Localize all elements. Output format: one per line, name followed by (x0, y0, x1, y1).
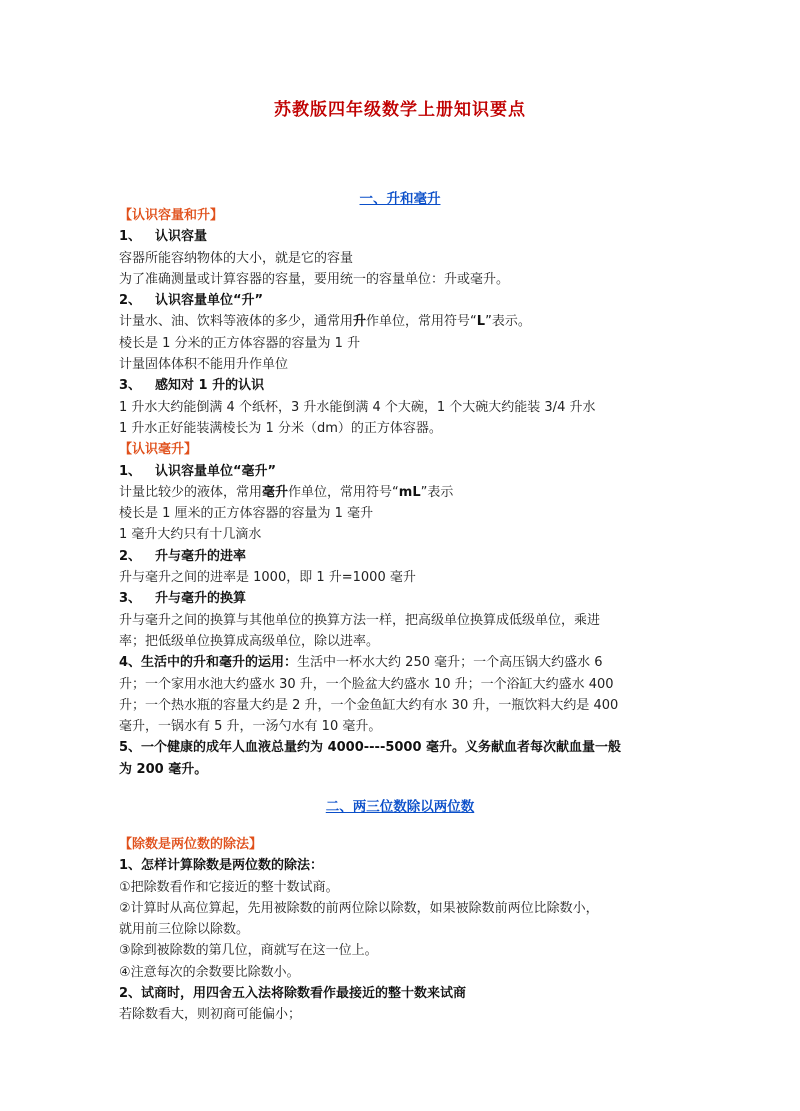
text-line: 率；把低级单位换算成高级单位，除以进率。 (119, 633, 380, 649)
item-heading: 2、 认识容量单位“升” (119, 293, 264, 309)
subsection-label: 【认识毫升】 (119, 442, 198, 458)
text-line: 计量固体体积不能用升作单位 (119, 357, 289, 373)
text-line: 4、生活中的升和毫升的运用：生活中一杯水大约 250 毫升；一个高压锅大约盛水 6 (119, 655, 603, 671)
section-heading-1: 一、升和毫升 (359, 191, 441, 207)
text-line: 容器所能容纳物体的大小，就是它的容量 (119, 250, 354, 266)
item-heading: 1、 认识容量 (119, 229, 208, 245)
text-line: 就用前三位除以除数。 (119, 922, 250, 938)
text-line: 毫升，一锅水有 5 升，一汤勺水有 10 毫升。 (119, 719, 382, 735)
text-line: 升；一个家用水池大约盛水 30 升，一个脸盆大约盛水 10 升；一个浴缸大约盛水 400 (119, 676, 614, 692)
section-1-body (119, 205, 681, 780)
text-line: ②计算时从高位算起，先用被除数的前两位除以除数，如果被除数前两位比除数小， (119, 900, 599, 916)
section-2-body (119, 834, 681, 1026)
text-line: 升与毫升之间的换算与其他单位的换算方法一样，把高级单位换算成低级单位，乘进 (119, 612, 601, 628)
text-line: 1 升水正好能装满棱长为 1 分米（dm）的正方体容器。 (119, 420, 442, 436)
text-line: 为了准确测量或计算容器的容量，要用统一的容量单位：升或毫升。 (119, 271, 510, 287)
text-line: ④注意每次的余数要比除数小。 (119, 964, 300, 980)
text-line: ③除到被除数的第几位，商就写在这一位上。 (119, 943, 378, 959)
text-line: 棱长是 1 厘米的正方体容器的容量为 1 毫升 (119, 506, 374, 522)
item-heading: 1、 认识容量单位“毫升” (119, 463, 277, 479)
section-heading-2: 二、两三位数除以两位数 (325, 799, 475, 815)
text-line: 5、一个健康的成年人血液总量约为 4000----5000 毫升。义务献血者每次献血量一般 (119, 740, 622, 756)
text-line: ①把除数看作和它接近的整十数试商。 (119, 879, 339, 895)
item-heading: 2、试商时，用四舍五入法将除数看作最接近的整十数来试商 (119, 986, 467, 1002)
text-line: 计量水、油、饮料等液体的多少，通常用升作单位，常用符号“L”表示。 (119, 314, 531, 330)
item-heading: 3、 感知对 1 升的认识 (119, 378, 265, 394)
text-line: 升与毫升之间的进率是 1000，即 1 升=1000 毫升 (119, 570, 416, 586)
item-heading: 2、 升与毫升的进率 (119, 548, 247, 564)
text-line: 计量比较少的液体，常用毫升作单位，常用符号“mL”表示 (119, 484, 454, 500)
text-line: 若除数看大，则初商可能偏小； (119, 1007, 302, 1023)
text-line: 升；一个热水瓶的容量大约是 2 升，一个金鱼缸大约有水 30 升，一瓶饮料大约是 400 (119, 697, 619, 713)
text-line: 为 200 毫升。 (119, 761, 208, 777)
item-heading: 3、 升与毫升的换算 (119, 591, 247, 607)
subsection-label: 【除数是两位数的除法】 (119, 837, 263, 852)
text-line: 1 毫升大约只有十几滴水 (119, 527, 262, 543)
text-line: 棱长是 1 分米的正方体容器的容量为 1 升 (119, 335, 361, 351)
item-heading: 1、怎样计算除数是两位数的除法： (119, 858, 324, 874)
text-line: 1 升水大约能倒满 4 个纸杯，3 升水能倒满 4 个大碗，1 个大碗大约能装 3/4 升水 (119, 399, 596, 415)
subsection-label: 【认识容量和升】 (119, 208, 224, 223)
document-title: 苏教版四年级数学上册知识要点 (274, 100, 526, 120)
